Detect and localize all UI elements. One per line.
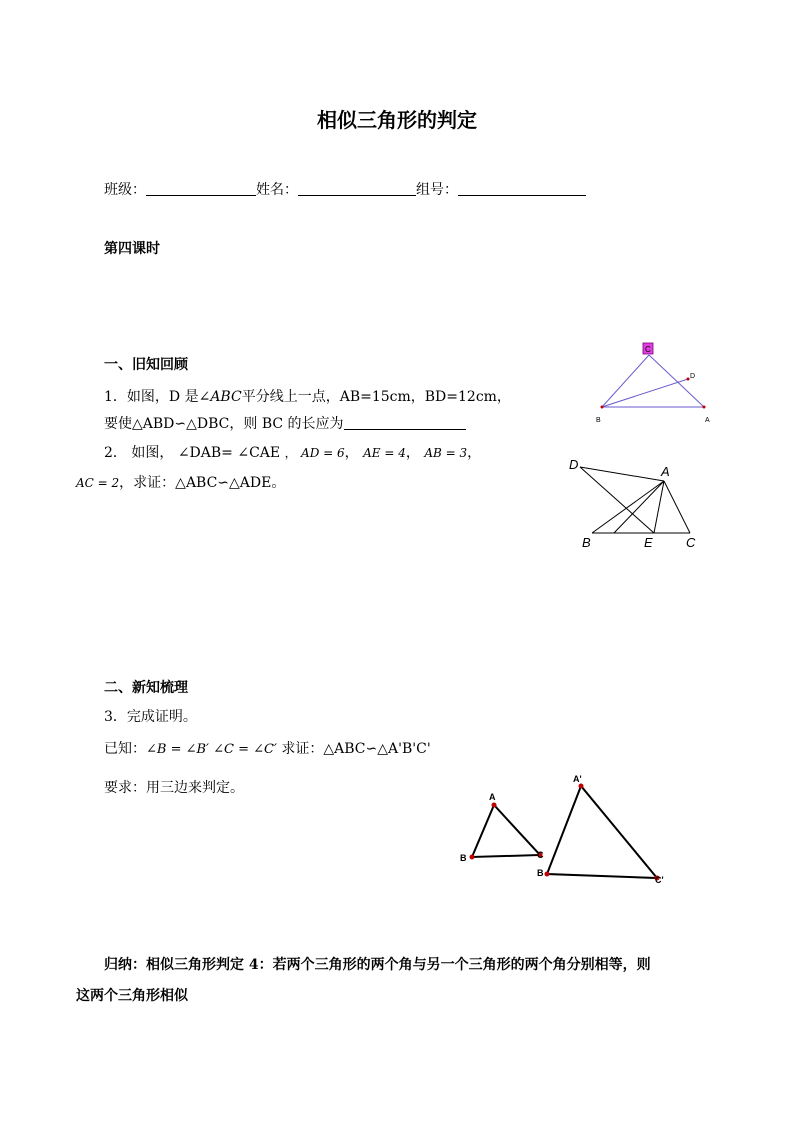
summary-line2: 这两个三角形相似 (76, 988, 188, 1004)
q2-ae: AE = 4 (363, 446, 406, 460)
summary-text1: 相似三角形判定 4：若两个三角形的两个角与另一个三角形的两个角分别相等，则 (146, 957, 651, 973)
figure-1-triangle (590, 338, 720, 430)
q2-prefix: 2． 如图， (104, 445, 174, 461)
summary-line1 (104, 954, 651, 974)
fig2-label-b: B (582, 535, 591, 550)
class-blank[interactable] (146, 181, 256, 196)
class-label: 班级： (104, 182, 146, 198)
question-1-line1 (104, 386, 511, 406)
q2-ad: AD = 6 (301, 446, 345, 460)
lesson-label: 第四课时 (104, 241, 160, 257)
fig2-label-d: D (569, 457, 579, 472)
figure-2-triangles (562, 456, 712, 556)
fig3-label-a-prime: A' (573, 774, 582, 784)
question-3-known (104, 738, 431, 758)
q2-ab: AB = 3 (424, 446, 468, 460)
fig3-label-b2: B (537, 868, 544, 878)
name-label: 姓名： (256, 182, 298, 198)
fig1-label-a: A (705, 417, 710, 424)
q1-angle: ∠ABC (198, 389, 242, 405)
q1-line2: 要使△ABD∽△DBC，则 BC 的长应为 (104, 416, 344, 432)
figure-3-similar-triangles (455, 768, 675, 888)
fig2-label-e: E (644, 535, 653, 550)
question-2-line1: 2． 如图， ∠DAB= ∠CAE ， AD = 6， AE = 4， AB = 3， (104, 445, 482, 461)
question-3-requirement: 要求：用三边来判定。 (104, 780, 244, 796)
question-1-line2 (104, 413, 466, 433)
fig2-label-a: A (661, 464, 670, 479)
name-blank[interactable] (298, 181, 416, 196)
q2-prove: ，求证：△ABC∽△ADE。 (119, 475, 286, 491)
q3-prove: 求证：△ABC∽△A'B'C' (281, 741, 431, 757)
q1-middle: 平分线上一点，AB=15cm，BD=12cm， (241, 389, 511, 405)
fig3-label-a: A (489, 792, 496, 802)
fig3-label-b: B (460, 853, 467, 863)
known-math: ∠B = ∠B′ ∠C = ∠C′ (146, 742, 277, 757)
group-label: 组号： (416, 182, 458, 198)
summary-label: 归纳： (104, 957, 146, 973)
q2-angle: ∠DAB= ∠CAE (177, 445, 281, 461)
question-3: 3．完成证明。 (104, 709, 197, 725)
section2-heading: 二、新知梳理 (104, 680, 188, 696)
q1-answer-blank[interactable] (344, 415, 466, 430)
fig3-label-c-prime: C' (655, 875, 664, 885)
known-label: 已知： (104, 741, 146, 757)
section1-heading: 一、旧知回顾 (104, 357, 188, 373)
fig1-label-c: C (645, 345, 651, 354)
question-2-line2 (76, 472, 285, 492)
fig2-label-c: C (686, 535, 696, 550)
fig1-label-b: B (596, 417, 601, 424)
group-blank[interactable] (458, 181, 586, 196)
fig1-label-d: D (690, 373, 696, 380)
student-info-line (104, 179, 586, 199)
page-title: 相似三角形的判定 (317, 108, 477, 132)
fig3-label-c: C (537, 850, 544, 860)
q1-prefix: 1．如图，D 是 (104, 389, 199, 405)
q2-ac: AC = 2 (76, 476, 120, 490)
